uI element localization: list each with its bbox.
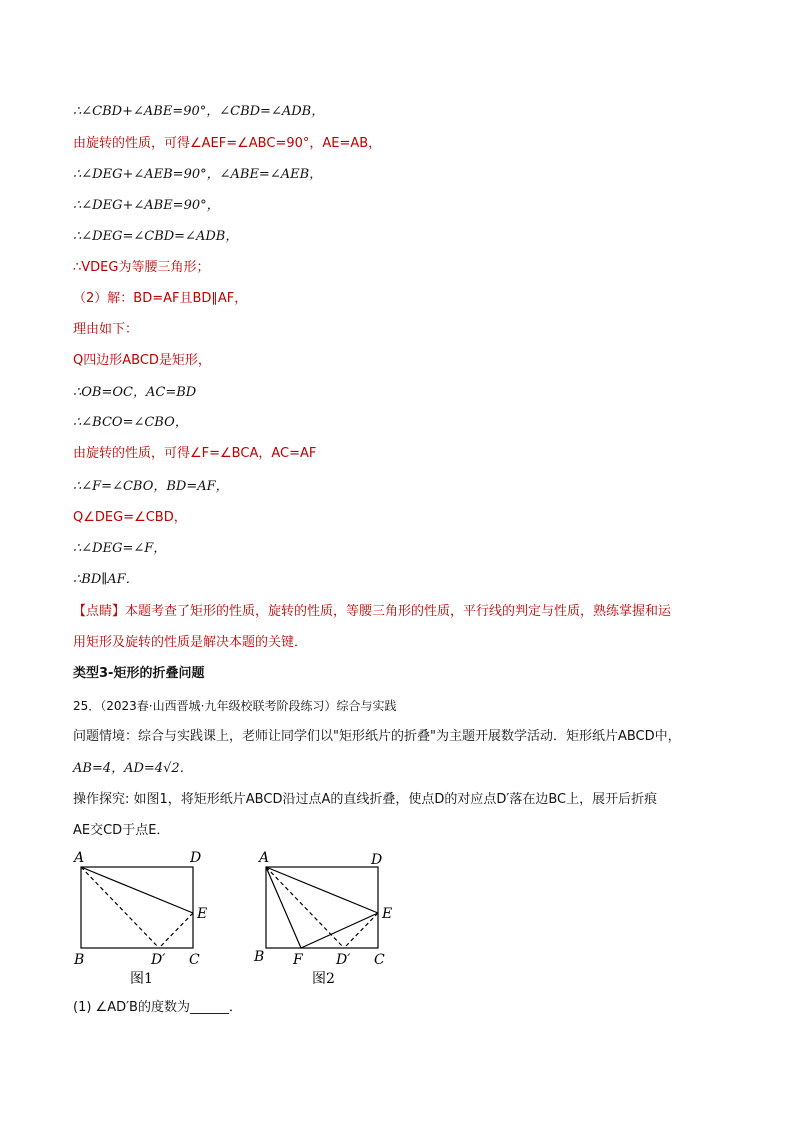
label-b: B <box>254 949 265 965</box>
text-line-5: ∴∠DEG=∠CBD=∠ADB， <box>73 229 239 244</box>
text-line-3: ∴∠DEG+∠AEB=90°，∠ABE=∠AEB， <box>73 167 323 182</box>
label-d: D <box>371 852 383 868</box>
label-d: D <box>190 850 202 866</box>
text-line-7: （2）解：BD=AF且BD∥AF， <box>73 291 248 306</box>
label-e: E <box>382 906 393 922</box>
comment-line-2: 用矩形及旋转的性质是解决本题的关键． <box>73 635 308 650</box>
rectangle-abcd <box>81 867 193 948</box>
text-line-1: ∴∠CBD+∠ABE=90°，∠CBD=∠ADB， <box>73 104 325 119</box>
text-line-9: Q四边形ABCD是矩形， <box>73 353 211 368</box>
problem-text-1: 问题情境：综合与实践课上，老师让同学们以"矩形纸片的折叠"为主题开展数学活动．矩形纸片ABCD中， <box>73 729 681 744</box>
label-a: A <box>74 850 85 866</box>
figure-2 <box>245 840 405 990</box>
text-line-10: ∴OB=OC，AC=BD <box>73 385 197 400</box>
text-line-11: ∴∠BCO=∠CBO， <box>73 415 188 430</box>
problem-text-4: AE交CD于点E． <box>73 823 170 838</box>
problem-text-2: AB=4，AD=4√2． <box>73 761 193 776</box>
text-line-14: Q∠DEG=∠CBD， <box>73 510 187 525</box>
problem-text-3: 操作探究: 如图1，将矩形纸片ABCD沿过点A的直线折叠，使点D的对应点D′落在边BC上，展开后折痕 <box>73 792 658 807</box>
figure-1-caption: 图1 <box>130 971 153 987</box>
segment-ed-prime <box>159 913 193 948</box>
figure-2-caption: 图2 <box>312 971 335 987</box>
text-line-2: 由旋转的性质，可得∠AEF=∠ABC=90°，AE=AB， <box>73 136 382 151</box>
question-1: (1) ∠AD′B的度数为______． <box>73 1000 242 1015</box>
label-c: C <box>374 952 385 968</box>
label-d-prime: D′ <box>151 952 166 968</box>
label-f: F <box>293 952 303 968</box>
comment-line-1: 【点睛】本题考查了矩形的性质，旋转的性质，等腰三角形的性质，平行线的判定与性质，熟练掌握和运 <box>73 604 672 619</box>
problem-header: 25．（2023春·山西晋城·九年级校联考阶段练习）综合与实践 <box>73 699 397 713</box>
segment-ad-prime <box>266 867 344 948</box>
label-a: A <box>259 850 270 866</box>
label-d-prime: D′ <box>336 952 351 968</box>
figure-1 <box>60 840 220 990</box>
text-line-8: 理由如下： <box>73 322 139 337</box>
label-c: C <box>189 952 200 968</box>
text-line-13: ∴∠F=∠CBO，BD=AF， <box>73 479 229 494</box>
text-line-6: ∴VDEG为等腰三角形； <box>73 260 210 275</box>
label-b: B <box>74 952 85 968</box>
text-line-12: 由旋转的性质，可得∠F=∠BCA，AC=AF <box>73 446 317 461</box>
segment-ed-prime <box>344 913 378 948</box>
crease-ae <box>81 867 193 913</box>
label-e: E <box>197 906 208 922</box>
segment-ad-prime <box>81 867 159 948</box>
text-line-16: ∴BD∥AF． <box>73 572 139 587</box>
rectangle-abcd <box>266 867 378 948</box>
section-heading: 类型3-矩形的折叠问题 <box>73 666 205 681</box>
text-line-4: ∴∠DEG+∠ABE=90°， <box>73 198 220 213</box>
text-line-15: ∴∠DEG=∠F， <box>73 541 167 556</box>
